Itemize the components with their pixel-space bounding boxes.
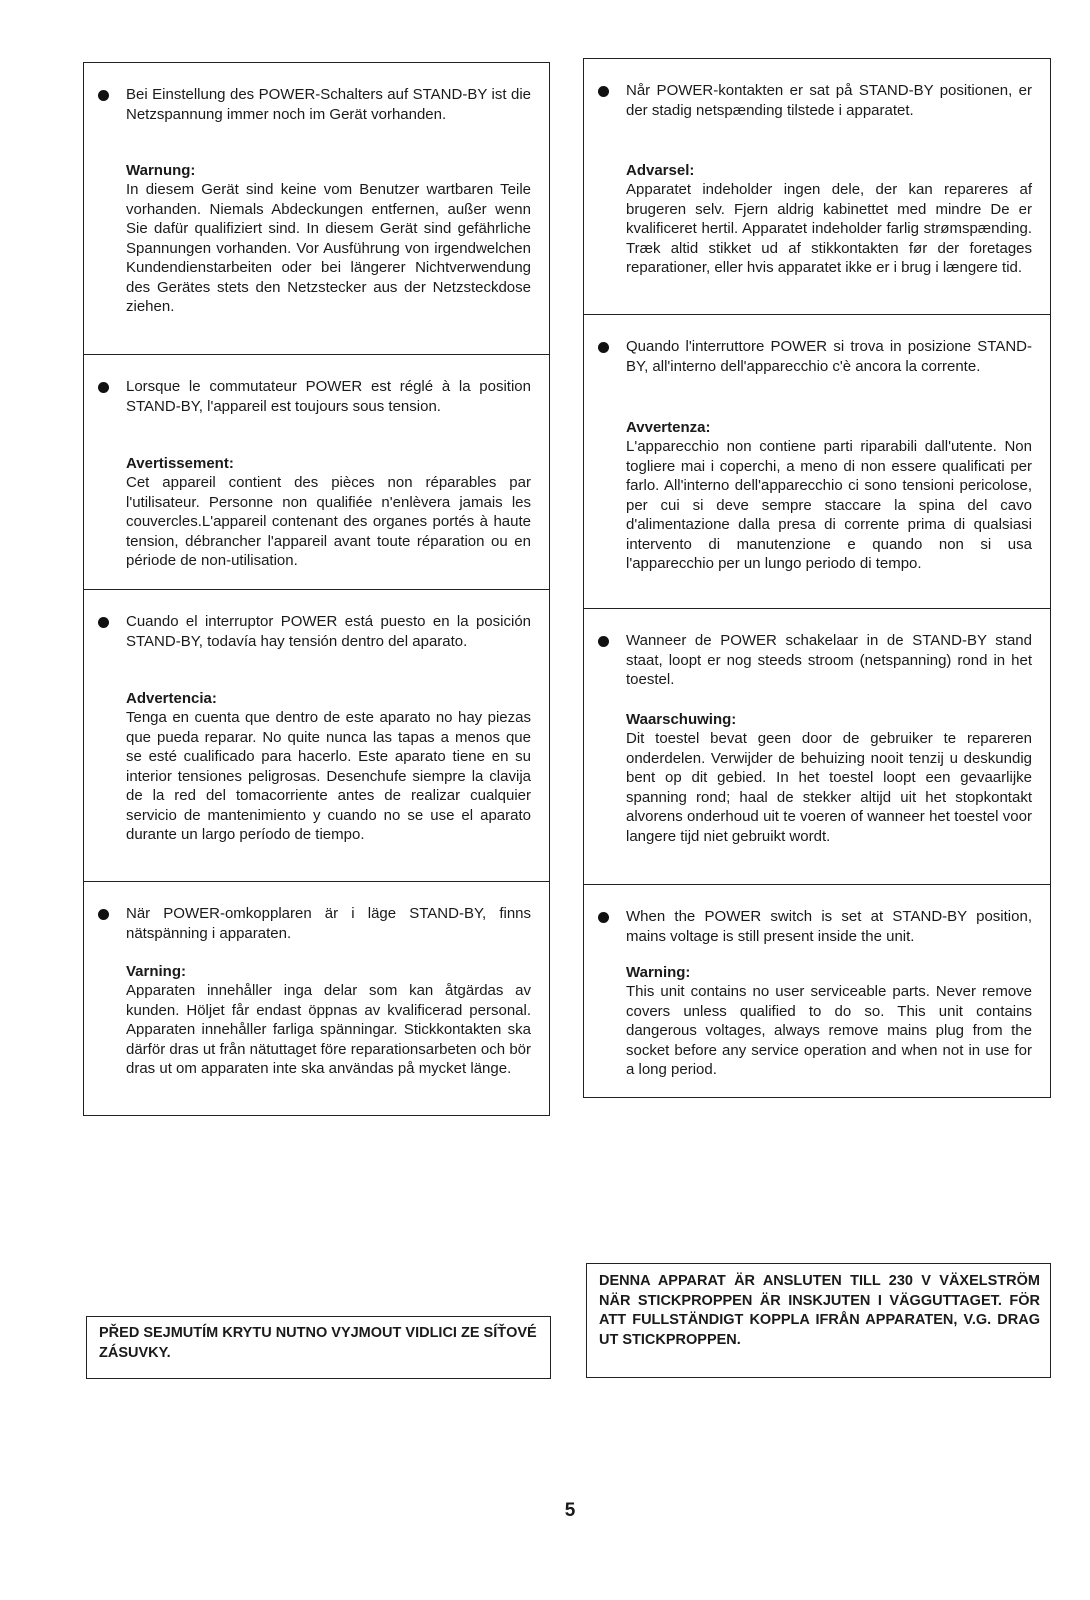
warning-text: Apparaten innehåller inga delar som kan åtgärdas av kunden. Höljet får endast öppnas av kvalificerad personal. Apparaten innehåller farliga spänningar. Stickkontakten ska därför dras ut från nätuttaget före reparationsarbeten och bör dras ut om apparaten inte ska användas på mycket länge.	[126, 982, 531, 1077]
section-english	[584, 885, 1050, 1099]
section-dutch	[584, 609, 1050, 885]
statement-text: When the POWER switch is set at STAND-BY position, mains voltage is still present inside the unit.	[626, 908, 1032, 945]
statement-text: Cuando el interruptor POWER está puesto en la posición STAND-BY, todavía hay tensión dentro del aparato.	[126, 613, 531, 650]
statement-text: Bei Einstellung des POWER-Schalters auf STAND-BY ist die Netzspannung immer noch im Gerät vorhanden.	[126, 86, 531, 123]
bullet-icon	[98, 382, 109, 393]
left-column	[83, 62, 550, 1116]
warning-text: In diesem Gerät sind keine vom Benutzer wartbaren Teile vorhanden. Niemals Abdeckungen entfernen, außer wenn Sie dafür qualifiziert sind. In diesem Gerät sind gefährliche Spannungen vorhanden. Vor Ausführung von irgendwelchen Kundendienstarbeiten oder bei längerer Nichtverwendung des Gerätes stets den Netzstecker aus der Netzsteckdose ziehen.	[126, 181, 531, 315]
warning-text: Cet appareil contient des pièces non réparables par l'utilisateur. Personne non qualifiée n'enlèvera jamais les couvercles.L'appareil contenant des organes portés à haute tension, débrancher l'appareil avant toute réparation ou en période de non-utilisation.	[126, 474, 531, 569]
statement-text: När POWER-omkopplaren är i läge STAND-BY, finns nätspänning i apparaten.	[126, 905, 531, 942]
bullet-icon	[598, 342, 609, 353]
bullet-icon	[598, 912, 609, 923]
statement-text: Wanneer de POWER schakelaar in de STAND-BY stand staat, loopt er nog steeds stroom (netspanning) rond in het toestel.	[626, 632, 1032, 688]
warning-text: L'apparecchio non contiene parti riparabili dall'utente. Non togliere mai i coperchi, a meno di non essere qualificati per farlo. All'interno dell'apparecchio ci sono tensioni pericolose, per cui si deve sempre staccare la spina del cavo d'alimentazione dalla presa di corrente prima di qualsiasi intervento di manutenzione e quando non si usa l'apparecchio per un lungo periodo di tempo.	[626, 438, 1032, 572]
section-italian	[584, 315, 1050, 609]
warning-title: Avertissement:	[126, 455, 234, 472]
warning-text: This unit contains no user serviceable parts. Never remove covers unless qualified to do so. This unit contains dangerous voltages, always remove mains plug from the socket before any service operation and when not in use for a long period.	[626, 983, 1032, 1078]
statement-text: Quando l'interruttore POWER si trova in posizione STAND-BY, all'interno dell'apparecchio c'è ancora la corrente.	[626, 338, 1032, 375]
warning-text: Dit toestel bevat geen door de gebruiker te repareren onderdelen. Verwijder de behuizing nooit tenzij u deskundig bent op dit gebied. In het toestel loopt een gevaarlijke spanning rond; haal de stekker altijd uit het stopkontakt alvorens onderhoud uit te voeren of wanneer het toestel voor langere tijd niet gebruikt wordt.	[626, 730, 1032, 845]
section-french	[84, 355, 549, 590]
warning-title: Advarsel:	[626, 162, 695, 179]
bullet-icon	[598, 86, 609, 97]
warning-title: Varning:	[126, 963, 187, 980]
warning-text: Tenga en cuenta que dentro de este aparato no hay piezas que pueda reparar. No quite nunca las tapas a menos que se esté cualificado para hacerlo. Este aparato tiene en su interior tensiones peligrosas. Desenchufe siempre la clavija de la red del tomacorriente antes de realizar cualquier servicio de mantenimiento y cuando no se use el aparato durante un largo período de tiempo.	[126, 709, 531, 843]
section-swedish	[84, 882, 549, 1117]
right-column	[583, 58, 1051, 1098]
bullet-icon	[98, 617, 109, 628]
section-danish	[584, 59, 1050, 315]
notice-swedish: DENNA APPARAT ÄR ANSLUTEN TILL 230 V VÄXELSTRÖM NÄR STICKPROPPEN ÄR INSKJUTEN I VÄGGUTTAGET. FÖR ATT FULLSTÄNDIGT KOPPLA IFRÅN APPARATEN, V.G. DRAG UT STICKPROPPEN.	[586, 1263, 1051, 1378]
bullet-icon	[98, 909, 109, 920]
statement-text: Lorsque le commutateur POWER est réglé à la position STAND-BY, l'appareil est toujours sous tension.	[126, 378, 531, 415]
warning-title: Waarschuwing:	[626, 711, 737, 728]
bullet-icon	[98, 90, 109, 101]
section-spanish	[84, 590, 549, 882]
warning-text: Apparatet indeholder ingen dele, der kan repareres af brugeren selv. Fjern aldrig kabinettet med mindre De er kvalificeret hertil. Apparatet indeholder farlig strømspænding. Træk altid stikket ud af stikkontakten før der foretages reparationer, eller hvis apparatet ikke er i brug i længere tid.	[626, 181, 1032, 276]
statement-text: Når POWER-kontakten er sat på STAND-BY positionen, er der stadig netspænding tilstede i apparatet.	[626, 82, 1032, 119]
warning-title: Advertencia:	[126, 690, 217, 707]
warning-title: Avvertenza:	[626, 419, 711, 436]
warning-title: Warning:	[626, 964, 691, 981]
bullet-icon	[598, 636, 609, 647]
warning-title: Warnung:	[126, 162, 196, 179]
notice-czech: PŘED SEJMUTÍM KRYTU NUTNO VYJMOUT VIDLICI ZE SÍŤOVÉ ZÁSUVKY.	[86, 1316, 551, 1379]
section-german	[84, 63, 549, 355]
page-number: 5	[564, 1500, 576, 1521]
